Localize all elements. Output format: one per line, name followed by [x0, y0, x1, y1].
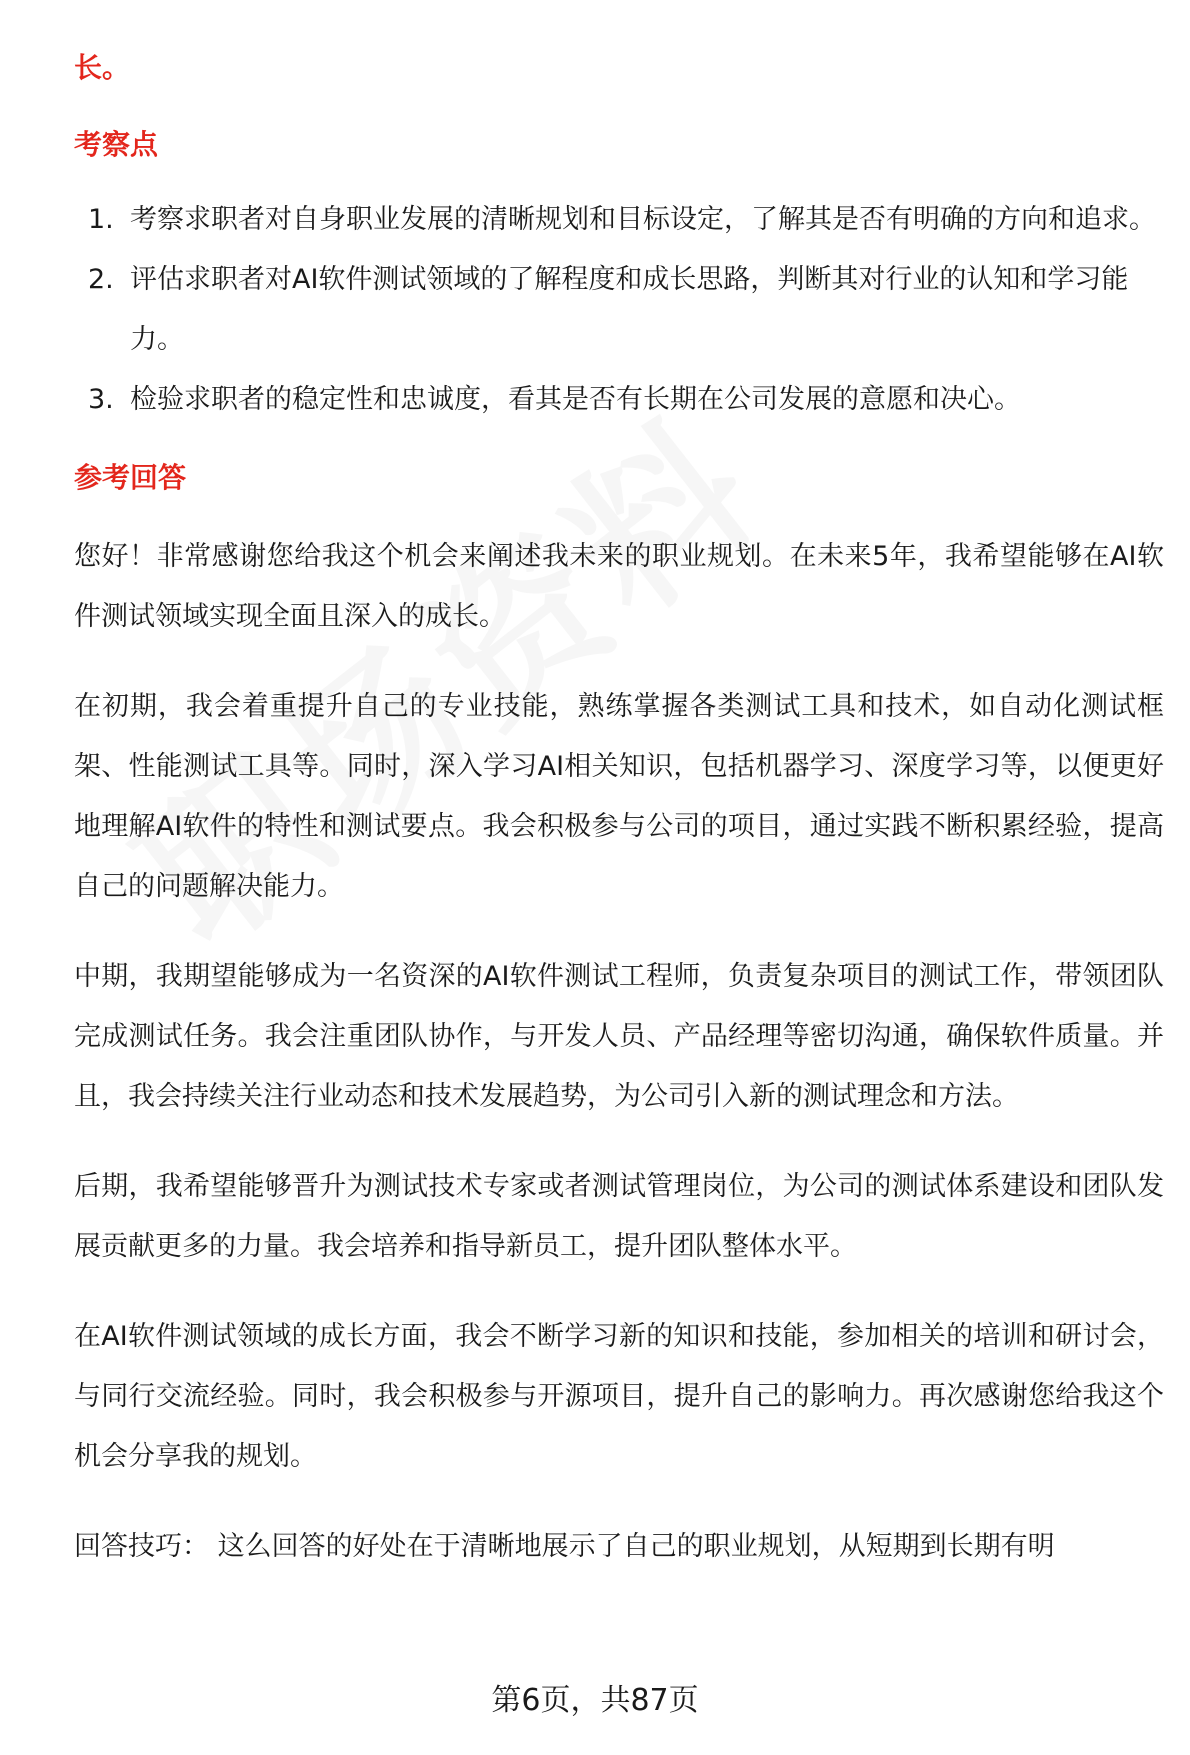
answer-paragraph: 后期，我希望能够晋升为测试技术专家或者测试管理岗位，为公司的测试体系建设和团队发展贡献更多的力量。我会培养和指导新员工，提升团队整体水平。	[74, 1171, 1164, 1262]
list-item	[74, 250, 1164, 370]
answer-paragraph: 在AI软件测试领域的成长方面，我会不断学习新的知识和技能，参加相关的培训和研讨会，与同行交流经验。同时，我会积极参与开源项目，提升自己的影响力。再次感谢您给我这个机会分享我的规划。	[74, 1321, 1164, 1472]
list-item	[74, 190, 1164, 250]
page-number-footer: 第6页，共87页	[491, 1683, 699, 1718]
list-item-text: 考察求职者对自身职业发展的清晰规划和目标设定，了解其是否有明确的方向和追求。	[130, 204, 1156, 235]
document-content	[74, 50, 1164, 1604]
answer-paragraph: 您好！非常感谢您给我这个机会来阐述我未来的职业规划。在未来5年，我希望能够在AI软件测试领域实现全面且深入的成长。	[74, 541, 1164, 632]
list-item-number: 2.	[88, 264, 114, 295]
assessment-list	[74, 190, 1164, 430]
section-heading-reference-answer: 参考回答	[74, 461, 187, 494]
list-item-number: 3.	[88, 384, 114, 415]
answer-paragraph: 在初期，我会着重提升自己的专业技能，熟练掌握各类测试工具和技术，如自动化测试框架、性能测试工具等。同时，深入学习AI相关知识，包括机器学习、深度学习等，以便更好地理解AI软件的特性和测试要点。我会积极参与公司的项目，通过实践不断积累经验，提高自己的问题解决能力。	[74, 691, 1164, 902]
answer-tip: 回答技巧： 这么回答的好处在于清晰地展示了自己的职业规划，从短期到长期有明	[74, 1531, 1055, 1562]
continued-text-tail: 长。	[74, 51, 131, 84]
list-item-number: 1.	[88, 204, 114, 235]
list-item-text: 评估求职者对AI软件测试领域的了解程度和成长思路，判断其对行业的认知和学习能力。	[130, 264, 1129, 355]
answer-paragraph: 中期，我期望能够成为一名资深的AI软件测试工程师，负责复杂项目的测试工作，带领团队完成测试任务。我会注重团队协作，与开发人员、产品经理等密切沟通，确保软件质量。并且，我会持续关注行业动态和技术发展趋势，为公司引入新的测试理念和方法。	[74, 961, 1164, 1112]
list-item	[74, 370, 1164, 430]
section-heading-assessment: 考察点	[74, 128, 159, 161]
list-item-text: 检验求职者的稳定性和忠诚度，看其是否有长期在公司发展的意愿和决心。	[130, 384, 1021, 415]
